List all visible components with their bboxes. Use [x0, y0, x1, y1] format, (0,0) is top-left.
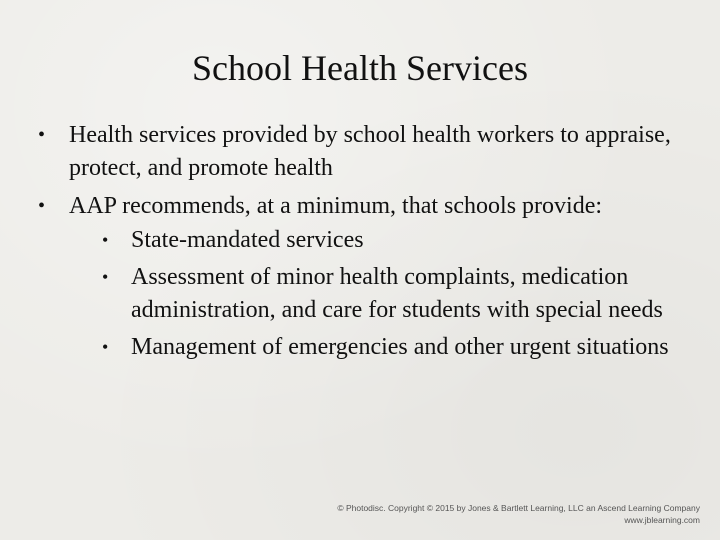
sub-bullet-icon: •: [102, 267, 109, 287]
sub-bullet-item: [100, 224, 686, 257]
copyright-notice: [337, 502, 700, 526]
website-text: www.jblearning.com: [624, 515, 700, 525]
sub-bullet-text: Management of emergencies and other urgent situations: [131, 334, 669, 360]
bullet-item: [36, 190, 686, 364]
sub-bullet-icon: •: [102, 230, 109, 250]
bullet-icon: •: [38, 124, 46, 146]
bullet-text: Health services provided by school health workers to appraise, protect, and promote health: [69, 122, 671, 181]
sub-bullet-text: State-mandated services: [131, 227, 364, 253]
slide-title: School Health Services: [192, 48, 528, 88]
sub-bullet-icon: •: [102, 337, 109, 357]
bullet-icon: •: [38, 195, 46, 217]
sub-bullet-list: [100, 224, 686, 364]
copyright-text: © Photodisc. Copyright © 2015 by Jones & Bartlett Learning, LLC an Ascend Learning Company: [337, 503, 700, 513]
bullet-item: [36, 119, 686, 185]
sub-bullet-text: Assessment of minor health complaints, medication administration, and care for students with special needs: [131, 264, 663, 323]
bullet-text: AAP recommends, at a minimum, that schools provide:: [69, 193, 603, 219]
sub-bullet-item: [100, 331, 686, 364]
bullet-list: [36, 119, 686, 369]
sub-bullet-item: [100, 261, 686, 327]
